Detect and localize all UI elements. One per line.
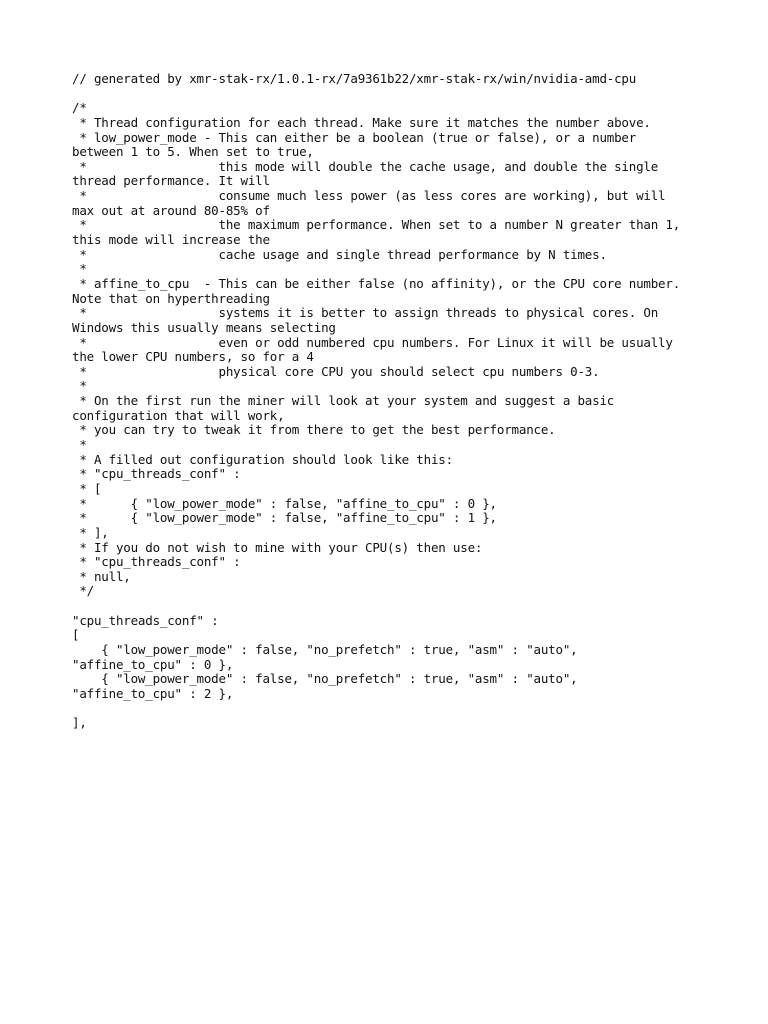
text-line: * "cpu_threads_conf" : bbox=[72, 466, 241, 482]
text-line: { "low_power_mode" : false, "no_prefetch" : true, "asm" : "auto", bbox=[72, 671, 578, 687]
text-line: * "cpu_threads_conf" : bbox=[72, 554, 241, 570]
text-line: */ bbox=[72, 583, 94, 599]
text-line: this mode will increase the bbox=[72, 232, 270, 248]
text-line: * bbox=[72, 378, 87, 394]
text-line: * bbox=[72, 437, 87, 453]
text-line: * A filled out configuration should look like this: bbox=[72, 451, 453, 467]
text-line: * this mode will double the cache usage, and double the single bbox=[72, 158, 659, 174]
text-line: * low_power_mode - This can either be a boolean (true or false), or a number bbox=[72, 129, 637, 145]
text-line bbox=[72, 702, 712, 717]
text-line: * systems it is better to assign threads to physical cores. On bbox=[72, 305, 659, 321]
text-line: "affine_to_cpu" : 0 }, bbox=[72, 656, 234, 672]
text-line: * physical core CPU you should select cpu numbers 0-3. bbox=[72, 363, 600, 379]
text-line: * the maximum performance. When set to a number N greater than 1, bbox=[72, 217, 681, 233]
text-line: * If you do not wish to mine with your CPU(s) then use: bbox=[72, 539, 483, 555]
text-line: * cache usage and single thread performance by N times. bbox=[72, 246, 607, 262]
text-line: "cpu_threads_conf" : bbox=[72, 612, 219, 628]
text-line: * null, bbox=[72, 568, 131, 584]
text-line: max out at around 80-85% of bbox=[72, 202, 270, 218]
text-line: Windows this usually means selecting bbox=[72, 319, 336, 335]
text-line: ], bbox=[72, 715, 87, 731]
text-line: * you can try to tweak it from there to get the best performance. bbox=[72, 422, 556, 438]
text-line bbox=[72, 599, 712, 614]
text-line: between 1 to 5. When set to true, bbox=[72, 144, 314, 160]
document-page bbox=[72, 72, 712, 731]
text-line: // generated by xmr-stak-rx/1.0.1-rx/7a9361b22/xmr-stak-rx/win/nvidia-amd-cpu bbox=[72, 71, 637, 86]
text-line: * even or odd numbered cpu numbers. For Linux it will be usually bbox=[72, 334, 673, 350]
text-line: * [ bbox=[72, 480, 102, 496]
text-line: /* bbox=[72, 100, 87, 116]
text-line: configuration that will work, bbox=[72, 407, 285, 423]
text-line: [ bbox=[72, 627, 80, 643]
text-line: thread performance. It will bbox=[72, 173, 270, 189]
text-line: "affine_to_cpu" : 2 }, bbox=[72, 685, 234, 701]
text-line bbox=[72, 87, 712, 102]
text-line: * affine_to_cpu - This can be either false (no affinity), or the CPU core number. bbox=[72, 275, 681, 291]
text-line: Note that on hyperthreading bbox=[72, 290, 270, 306]
text-line: * bbox=[72, 261, 87, 277]
text-line: * { "low_power_mode" : false, "affine_to_cpu" : 0 }, bbox=[72, 495, 497, 511]
text-line: * On the first run the miner will look at your system and suggest a basic bbox=[72, 393, 615, 409]
text-line: * ], bbox=[72, 524, 109, 540]
text-line: * consume much less power (as less cores are working), but will bbox=[72, 188, 666, 204]
text-line: the lower CPU numbers, so for a 4 bbox=[72, 349, 314, 365]
text-line: { "low_power_mode" : false, "no_prefetch" : true, "asm" : "auto", bbox=[72, 641, 578, 657]
text-line: * Thread configuration for each thread. Make sure it matches the number above. bbox=[72, 114, 651, 130]
text-line: * { "low_power_mode" : false, "affine_to_cpu" : 1 }, bbox=[72, 510, 497, 526]
config-text-body bbox=[72, 72, 712, 731]
